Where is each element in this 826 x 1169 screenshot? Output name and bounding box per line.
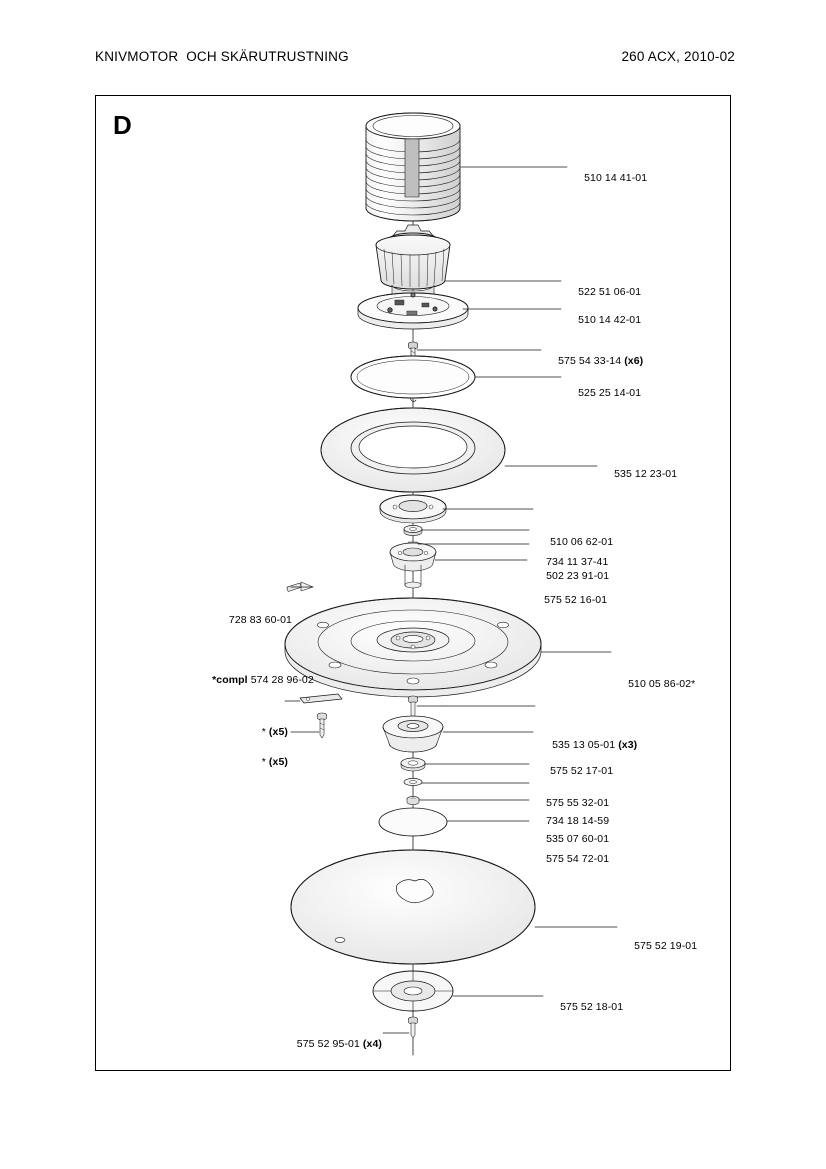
part-number: 510 05 86-02* xyxy=(628,678,696,690)
part-label-575-52-17-01 xyxy=(538,753,613,789)
part-number: 535 07 60-01 xyxy=(546,833,610,845)
part-number: 734 18 14-59 xyxy=(546,815,610,827)
part-number: 510 06 62-01 xyxy=(550,536,614,548)
part-label-510-14-41-01 xyxy=(572,160,647,196)
part-number: 525 25 14-01 xyxy=(578,387,642,399)
part-number: 574 28 96-02 xyxy=(250,674,314,686)
part-number: 510 14 42-01 xyxy=(578,314,642,326)
asterisk: * xyxy=(261,726,266,738)
part-number: 575 52 18-01 xyxy=(560,1001,624,1013)
part-label-728-83-60-01 xyxy=(200,602,292,638)
model-designation: 260 ACX, 2010-02 xyxy=(621,48,735,64)
part-label-575-54-33-14 xyxy=(546,343,643,379)
part-number: 522 51 06-01 xyxy=(578,286,642,298)
part-quantity: (x3) xyxy=(618,739,638,751)
part-quantity: (x6) xyxy=(624,355,644,367)
part-quantity: (x4) xyxy=(362,1038,382,1050)
part-number: 575 52 19-01 xyxy=(634,940,698,952)
part-quantity: (x5) xyxy=(268,726,288,738)
part-number: 502 23 91-01 xyxy=(546,570,610,582)
exploded-view-drawing xyxy=(95,95,731,1071)
part-label-510-14-42-01 xyxy=(566,302,641,338)
part-quantity: (x5) xyxy=(268,756,288,768)
part-label-575-52-95-01 xyxy=(262,1026,382,1062)
part-number: 575 52 16-01 xyxy=(544,594,608,606)
part-number: 575 52 95-01 xyxy=(296,1038,360,1050)
part-number: 575 54 33-14 xyxy=(558,355,622,367)
part-label-535-12-23-01 xyxy=(602,456,677,492)
part-label-574-28-96-02 xyxy=(200,662,314,698)
part-number: 510 14 41-01 xyxy=(584,172,648,184)
compl-prefix: *compl xyxy=(212,674,248,686)
part-label-575-54-72-01 xyxy=(534,841,609,877)
part-number: 734 11 37-41 xyxy=(546,556,609,568)
part-label-525-25-14-01 xyxy=(566,375,641,411)
part-number: 575 54 72-01 xyxy=(546,853,610,865)
part-number: 535 13 05-01 xyxy=(552,739,616,751)
part-number: 575 55 32-01 xyxy=(546,797,610,809)
plate-letter: D xyxy=(113,110,133,140)
asterisk: * xyxy=(261,756,266,768)
part-label-575-52-16-01 xyxy=(532,582,607,618)
part-number: 575 52 17-01 xyxy=(550,765,614,777)
page-title: KNIVMOTOR OCH SKÄRUTRUSTNING xyxy=(95,48,349,64)
part-number: 535 12 23-01 xyxy=(614,468,678,480)
part-label-510-05-86-02 xyxy=(616,666,695,702)
part-number: 728 83 60-01 xyxy=(228,614,292,626)
part-label-575-52-18-01 xyxy=(548,989,623,1025)
page-header xyxy=(95,45,735,67)
part-label-575-52-19-01 xyxy=(622,928,697,964)
star-mark-screw xyxy=(228,744,288,780)
